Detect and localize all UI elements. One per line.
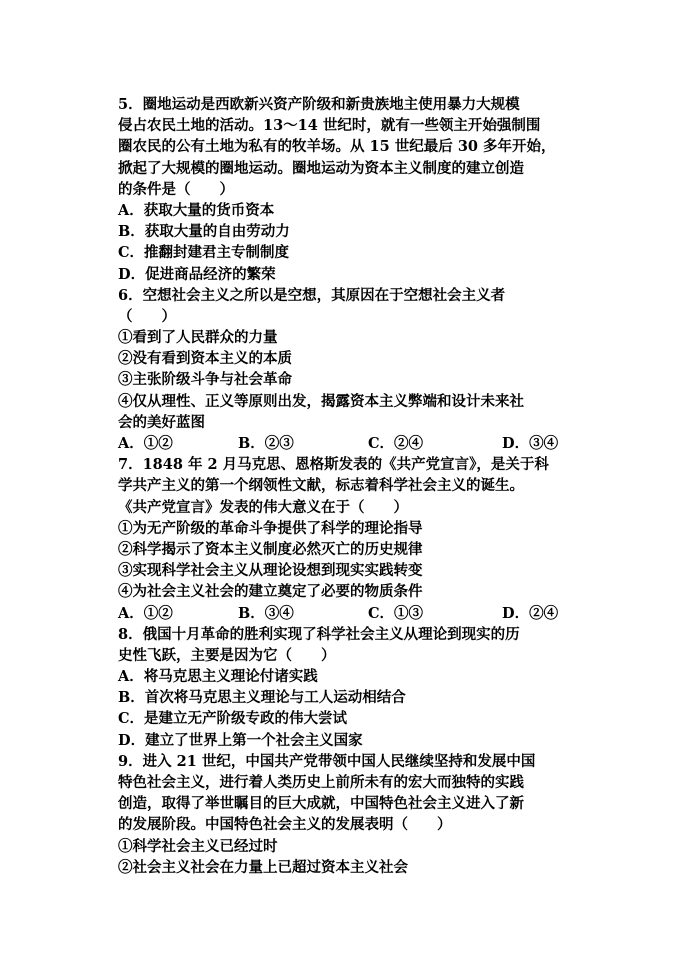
options-row bbox=[118, 433, 586, 454]
option-d: D．②④ bbox=[502, 604, 559, 622]
question-text-line: 8．俄国十月革命的胜利实现了科学社会主义从理论到现实的历 bbox=[118, 625, 520, 643]
options-row bbox=[118, 603, 586, 624]
statement-4: ④为社会主义社会的建立奠定了必要的物质条件 bbox=[118, 583, 423, 601]
statement-2: ②科学揭示了资本主义制度必然灭亡的历史规律 bbox=[118, 540, 423, 558]
question-text-line: 圈农民的公有土地为私有的牧羊场。从 15 世纪最后 30 多年开始， bbox=[118, 138, 556, 156]
option-b: B．获取大量的自由劳动力 bbox=[118, 223, 290, 241]
option-d: D．促进商品经济的繁荣 bbox=[118, 265, 276, 283]
question-text-line: 创造，取得了举世瞩目的巨大成就，中国特色社会主义进入了新 bbox=[118, 795, 524, 813]
question-text-line: 6．空想社会主义之所以是空想，其原因在于空想社会主义者 bbox=[118, 286, 506, 304]
question-sheet bbox=[118, 94, 586, 878]
question-text-line: 掀起了大规模的圈地运动。圈地运动为资本主义制度的建立创造 bbox=[118, 159, 524, 177]
question-5 bbox=[118, 94, 586, 285]
question-text-line: 特色社会主义，进行着人类历史上前所未有的宏大而独特的实践 bbox=[118, 774, 524, 791]
option-c: C．是建立无产阶级专政的伟大尝试 bbox=[118, 710, 348, 728]
question-text-line: 5．圈地运动是西欧新兴资产阶级和新贵族地主使用暴力大规模 bbox=[118, 96, 520, 113]
question-text-line: 学共产主义的第一个纲领性文献，标志着科学社会主义的诞生。 bbox=[118, 477, 524, 495]
option-b: B．②③ bbox=[238, 435, 294, 452]
statement-4: ④仅从理性、正义等原则出发，揭露资本主义弊端和设计未来社 bbox=[118, 392, 524, 410]
question-text-line: 的发展阶段。中国特色社会主义的发展表明（ ） bbox=[118, 816, 452, 834]
question-text-line: （ ） bbox=[118, 307, 176, 325]
question-7 bbox=[118, 454, 586, 624]
option-d: D．建立了世界上第一个社会主义国家 bbox=[118, 731, 363, 749]
statement-1: ①为无产阶级的革命斗争提供了科学的理论指导 bbox=[118, 519, 423, 537]
option-c: C．①③ bbox=[368, 604, 424, 622]
question-text-line: 《共产党宣言》发表的伟大意义在于（ ） bbox=[118, 498, 408, 516]
option-b: B．首次将马克思主义理论与工人运动相结合 bbox=[118, 689, 406, 707]
option-a: A．将马克思主义理论付诸实践 bbox=[118, 668, 318, 686]
question-text-line: 9．进入 21 世纪，中国共产党带领中国人民继续坚持和发展中国 bbox=[118, 752, 536, 770]
question-9 bbox=[118, 751, 586, 878]
question-text-line: 7．1848 年 2 月马克思、恩格斯发表的《共产党宣言》，是关于科 bbox=[118, 456, 549, 474]
statement-2: ②社会主义社会在力量上已超过资本主义社会 bbox=[118, 858, 408, 876]
option-c: C．②④ bbox=[368, 435, 424, 452]
question-text-line: 侵占农民土地的活动。13～14 世纪时，就有一些领主开始强制围 bbox=[118, 117, 541, 135]
question-8 bbox=[118, 624, 586, 751]
statement-4-cont: 会的美好蓝图 bbox=[118, 413, 205, 431]
question-text-line: 史性飞跃，主要是因为它（ ） bbox=[118, 646, 336, 664]
option-b: B．③④ bbox=[238, 604, 294, 622]
question-text-line: 的条件是（ ） bbox=[118, 180, 234, 198]
question-6 bbox=[118, 285, 586, 455]
option-a: A．获取大量的货币资本 bbox=[118, 201, 275, 219]
statement-3: ③实现科学社会主义从理论设想到现实实践转变 bbox=[118, 562, 423, 580]
statement-3: ③主张阶级斗争与社会革命 bbox=[118, 371, 292, 389]
statement-2: ②没有看到资本主义的本质 bbox=[118, 350, 292, 368]
option-a: A．①② bbox=[118, 604, 173, 622]
option-a: A．①② bbox=[118, 435, 173, 452]
option-c: C．推翻封建君主专制制度 bbox=[118, 244, 290, 262]
statement-1: ①看到了人民群众的力量 bbox=[118, 329, 278, 347]
statement-1: ①科学社会主义已经过时 bbox=[118, 837, 278, 855]
option-d: D．③④ bbox=[502, 435, 559, 452]
